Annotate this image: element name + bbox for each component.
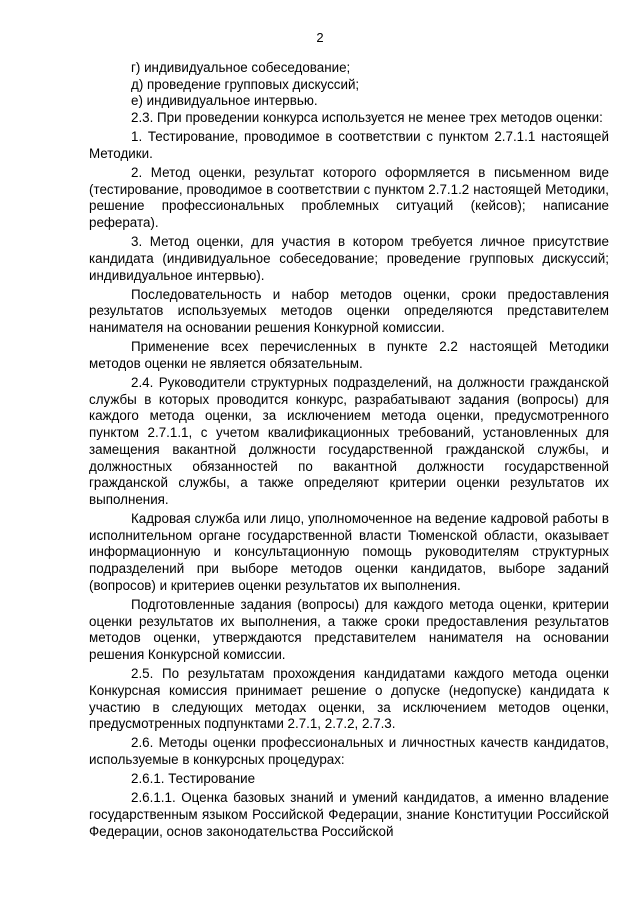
paragraph-hr-service: Кадровая служба или лицо, уполномоченное на ведение кадровой работы в исполнительном органе государственной власти Тюменской области, оказывает информационную и консультационную помощь руководителям структурных подразделений при выборе методов оценки кандидатов, выборе заданий (вопросов) и критериев оценки результатов их выполнения. xyxy=(89,511,609,593)
page-number: 2 xyxy=(316,30,324,45)
paragraph-2-3: 2.3. При проведении конкурса используется не менее трех методов оценки: xyxy=(131,110,603,126)
paragraph-prepared-tasks: Подготовленные задания (вопросы) для каждого метода оценки, критерии оценки результатов их выполнения, а также сроки предоставления результатов методов оценки, утверждаются представителем нанимателя на основании решения Конкурсной комиссии. xyxy=(89,596,609,663)
paragraph-2-4: 2.4. Руководители структурных подразделений, на должности гражданской службы в которых проводится конкурс, разрабатывают задания (вопросы) для каждого метода оценки, за исключением метода оценки, предусмотренного пунктом 2.7.1.1, с учетом квалификационных требований, установленных для замещения вакантной должности государственной гражданской службы, и должностных обязанностей по вакантной должности государственной гражданской службы, а также определяют критерии оценки результатов их выполнения. xyxy=(89,375,609,507)
paragraph-method-3: 3. Метод оценки, для участия в котором требуется личное присутствие кандидата (индивидуальное собеседование; проведение групповых дискуссий; индивидуальное интервью). xyxy=(89,234,609,283)
paragraph-list-item-e: е) индивидуальное интервью. xyxy=(131,93,318,109)
paragraph-2-6: 2.6. Методы оценки профессиональных и личностных качеств кандидатов, используемые в конкурсных процедурах: xyxy=(89,735,609,768)
paragraph-2-6-1: 2.6.1. Тестирование xyxy=(131,771,256,787)
document-body xyxy=(89,60,609,843)
paragraph-2-6-1-1: 2.6.1.1. Оценка базовых знаний и умений кандидатов, а именно владение государственным языком Российской Федерации, знание Конституции Российской Федерации, основ законодательства Российской xyxy=(89,790,609,839)
paragraph-method-2: 2. Метод оценки, результат которого оформляется в письменном виде (тестирование, проводимое в соответствии с пунктом 2.7.1.2 настоящей Методики, решение профессиональных проблемных ситуаций (кейсов); написание реферата). xyxy=(89,165,609,231)
paragraph-list-item-g: г) индивидуальное собеседование; xyxy=(131,60,351,75)
paragraph-list-item-d: д) проведение групповых дискуссий; xyxy=(131,76,360,92)
paragraph-application: Применение всех перечисленных в пункте 2.2 настоящей Методики методов оценки не является обязательным. xyxy=(89,339,609,371)
paragraph-method-1: 1. Тестирование, проводимое в соответствии с пунктом 2.7.1.1 настоящей Методики. xyxy=(89,129,609,161)
paragraph-2-5: 2.5. По результатам прохождения кандидатами каждого метода оценки Конкурсная комиссия принимает решение о допуске (недопуске) кандидата к участию в следующих методах оценки, за исключением методов оценки, предусмотренных подпунктами 2.7.1, 2.7.2, 2.7.3. xyxy=(89,666,609,732)
paragraph-sequence: Последовательность и набор методов оценки, сроки предоставления результатов используемых методов оценки определяются представителем нанимателя на основании решения Конкурной комиссии. xyxy=(89,286,609,336)
